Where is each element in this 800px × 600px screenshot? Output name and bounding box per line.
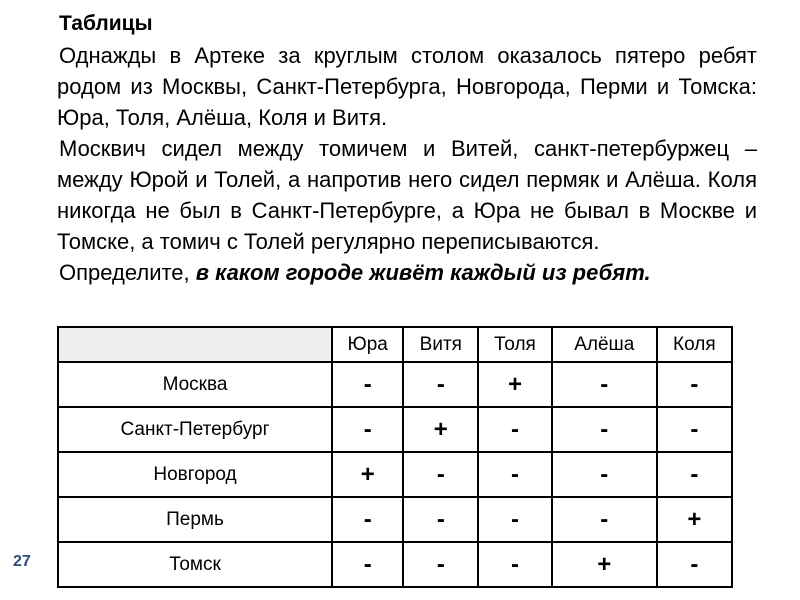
table-cell-mark: - xyxy=(332,362,403,407)
table-cell-mark: - xyxy=(332,407,403,452)
column-header: Юра xyxy=(332,327,403,362)
table-cell-mark: - xyxy=(403,452,478,497)
table-cell-mark: - xyxy=(478,452,552,497)
table-cell-mark: - xyxy=(403,497,478,542)
row-city-label: Москва xyxy=(58,362,332,407)
table-cell-mark: - xyxy=(552,407,657,452)
table-cell-mark: - xyxy=(657,542,732,587)
logic-grid-table xyxy=(57,326,733,588)
table-cell-mark: - xyxy=(478,407,552,452)
column-header: Коля xyxy=(657,327,732,362)
table-row xyxy=(58,407,732,452)
column-header: Толя xyxy=(478,327,552,362)
table-cell-mark: - xyxy=(478,542,552,587)
table-header-row xyxy=(58,327,732,362)
table-cell-mark: + xyxy=(657,497,732,542)
task-emphasis: в каком городе живёт каждый из ребят. xyxy=(195,260,651,285)
task-sentence xyxy=(57,257,757,288)
table-cell-mark: + xyxy=(552,542,657,587)
column-header: Витя xyxy=(403,327,478,362)
page-number: 27 xyxy=(13,553,31,570)
row-city-label: Новгород xyxy=(58,452,332,497)
row-city-label: Томск xyxy=(58,542,332,587)
table-cell-mark: - xyxy=(332,542,403,587)
table-cell-mark: - xyxy=(403,542,478,587)
table-cell-mark: - xyxy=(552,497,657,542)
text-block xyxy=(57,8,757,288)
table-row xyxy=(58,497,732,542)
clues-paragraph: Москвич сидел между томичем и Витей, санкт-петербуржец – между Юрой и Толей, а напротив него сидел пермяк и Алёша. Коля никогда не был в Санкт-Петербурге, а Юра не бывал в Москве и Томске, а томич с Толей регулярно переписываются. xyxy=(57,136,757,254)
story-paragraph: Однажды в Артеке за круглым столом оказалось пятеро ребят родом из Москвы, Санкт-Петербурга, Новгорода, Перми и Томска: Юра, Толя, Алёша, Коля и Витя. xyxy=(57,43,757,130)
task-prefix: Определите, xyxy=(59,260,196,285)
table-row xyxy=(58,542,732,587)
table-cell-mark: - xyxy=(657,407,732,452)
section-title: Таблицы xyxy=(59,12,153,35)
table-corner-cell xyxy=(58,327,332,362)
column-header: Алёша xyxy=(552,327,657,362)
table-cell-mark: - xyxy=(403,362,478,407)
table-cell-mark: - xyxy=(657,452,732,497)
table-cell-mark: + xyxy=(403,407,478,452)
table-cell-mark: - xyxy=(332,497,403,542)
row-city-label: Пермь xyxy=(58,497,332,542)
table-cell-mark: - xyxy=(478,497,552,542)
row-city-label: Санкт-Петербург xyxy=(58,407,332,452)
table-row xyxy=(58,452,732,497)
table-cell-mark: + xyxy=(478,362,552,407)
table-cell-mark: - xyxy=(552,362,657,407)
table-cell-mark: + xyxy=(332,452,403,497)
table-cell-mark: - xyxy=(552,452,657,497)
table-cell-mark: - xyxy=(657,362,732,407)
table-row xyxy=(58,362,732,407)
